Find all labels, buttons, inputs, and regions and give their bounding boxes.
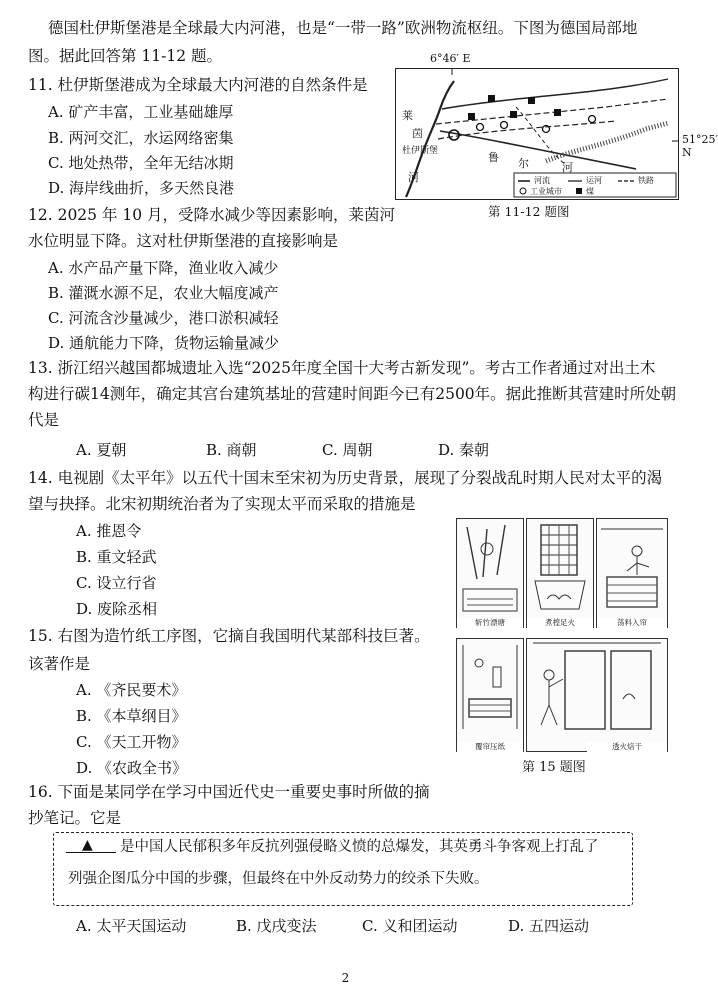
panel-5-caption: 透火焙干 (587, 742, 667, 752)
map-label-he2: 河 (408, 171, 419, 184)
map-lon-label: 6°46′ E (430, 52, 471, 65)
q16-option-b: B. 戊戌变法 (236, 917, 317, 935)
q14-option-c: C. 设立行省 (76, 574, 157, 592)
q11-option-b: B. 两河交汇，水运网络密集 (48, 129, 234, 147)
note-line-1: 是中国人民郁积多年反抗列强侵略义愤的总爆发，其英勇斗争客观上打乱了 (120, 839, 599, 855)
q13-option-c: C. 周朝 (322, 441, 373, 459)
panel-2 (526, 518, 594, 628)
q15-option-c: C. 《天工开物》 (76, 733, 187, 751)
panel-5 (526, 638, 668, 752)
ruhr-river (440, 131, 636, 169)
germany-map (395, 52, 718, 200)
papermaking-figure (456, 518, 668, 754)
panel-2-drawing (527, 519, 593, 617)
map-lat-label: 51°25′ N (682, 133, 718, 159)
coal-1 (488, 95, 495, 102)
q16-option-c: C. 义和团运动 (362, 917, 458, 935)
q12-option-a: A. 水产品产量下降，渔业收入减少 (48, 259, 279, 277)
q14-stem-line-2: 望与抉择。北宋初期统治者为了实现太平而采取的措施是 (28, 495, 416, 513)
panel-5-drawing (527, 639, 667, 739)
note-line-2: 列强企图瓜分中国的步骤，但最终在中外反动势力的绞杀下失败。 (68, 871, 489, 887)
papermaking-caption: 第 15 题图 (522, 760, 586, 775)
q15-stem-line-2: 该著作是 (28, 655, 91, 673)
q12-option-c: C. 河流含沙量减少，港口淤积减轻 (48, 309, 279, 327)
railway-1 (436, 99, 668, 124)
q13-option-b: B. 商朝 (206, 441, 257, 459)
coal-5 (468, 113, 475, 120)
panel-4 (456, 638, 524, 752)
city-duisburg (449, 130, 459, 140)
legend-coal: 煤 (586, 187, 594, 196)
legend-coal-symbol (576, 188, 582, 194)
map-label-duisburg: 杜伊斯堡 (402, 146, 439, 156)
q13-option-a: A. 夏朝 (76, 441, 127, 459)
coal-2 (528, 97, 535, 104)
intro-line-2: 图。据此回答第 11-12 题。 (28, 47, 223, 65)
q14-stem-line-1: 14. 电视剧《太平年》以五代十国末至宋初为历史背景，展现了分裂战乱时期人民对太平的渴 (28, 469, 663, 487)
q13-option-d: D. 秦朝 (438, 441, 490, 459)
q16-option-d: D. 五四运动 (508, 917, 590, 935)
q14-option-a: A. 推恩令 (76, 522, 142, 540)
railway-2 (438, 121, 616, 139)
q13-stem-line-1: 13. 浙江绍兴越国都城遗址入选“2025年度全国十大考古新发现”。考古工作者通过对出土木 (28, 359, 656, 377)
panel-1-caption: 斩竹漂塘 (457, 618, 523, 628)
note-box (53, 832, 633, 906)
coal-3 (554, 109, 561, 116)
city-3 (501, 122, 508, 129)
canal-north (442, 79, 668, 109)
q15-option-b: B. 《本草纲目》 (76, 707, 187, 725)
map-label-lu: 鲁 (488, 151, 499, 164)
panel-1-drawing (457, 519, 523, 617)
q16-option-a: A. 太平天国运动 (76, 917, 187, 935)
q15-option-d: D. 《农政全书》 (76, 759, 188, 777)
q12-stem-line-2: 水位明显下降。这对杜伊斯堡港的直接影响是 (28, 232, 339, 250)
q12-option-b: B. 灌溉水源不足，农业大幅度减产 (48, 284, 279, 302)
q12-stem-line-1: 12. 2025 年 10 月，受降水减少等因素影响，莱茵河 (28, 206, 396, 224)
map-label-lai: 莱 (402, 109, 413, 122)
panel-3 (596, 518, 668, 628)
q16-stem-line-1: 16. 下面是某同学在学习中国近代史一重要史事时所做的摘 (28, 783, 430, 801)
legend-river: 河流 (534, 176, 550, 185)
q13-stem-line-3: 代是 (28, 411, 60, 429)
city-5 (589, 116, 596, 123)
note-blank-mark: ▲ (82, 837, 93, 853)
map-label-he: 河 (562, 161, 573, 174)
q11-option-c: C. 地处热带，全年无结冰期 (48, 154, 234, 172)
q11-option-d: D. 海岸线曲折，多天然良港 (48, 179, 235, 197)
q11-stem: 11. 杜伊斯堡港成为全球最大内河港的自然条件是 (28, 76, 368, 94)
legend-canal: 运河 (586, 176, 602, 185)
city-2 (477, 124, 484, 131)
coal-4 (510, 111, 517, 118)
page-number: 2 (341, 971, 350, 985)
panel-4-caption: 覆帘压纸 (457, 742, 523, 752)
panel-1 (456, 518, 524, 628)
map-label-yin: 茵 (412, 127, 423, 140)
panel-3-caption: 荡料入帘 (597, 618, 667, 628)
q16-stem-line-2: 抄笔记。它是 (28, 809, 122, 827)
q15-stem-line-1: 15. 右图为造竹纸工序图，它摘自我国明代某部科技巨著。 (28, 627, 430, 645)
q11-option-a: A. 矿产丰富，工业基础雄厚 (48, 103, 234, 121)
panel-4-drawing (457, 639, 523, 739)
panel-3-drawing (597, 519, 667, 617)
legend-rail: 铁路 (638, 176, 654, 185)
q14-option-b: B. 重文轻武 (76, 548, 157, 566)
map-caption: 第 11-12 题图 (488, 204, 570, 219)
q13-stem-line-2: 构进行碳14测年，确定其宫台建筑基址的营建时间距今已有2500年。据此推断其营建时所处朝 (28, 385, 677, 403)
intro-line-1: 德国杜伊斯堡港是全球最大内河港，也是“一带一路”欧洲物流枢纽。下图为德国局部地 (48, 19, 638, 37)
q14-option-d: D. 废除丞相 (76, 600, 158, 618)
map-label-er: 尔 (518, 157, 529, 170)
q12-option-d: D. 通航能力下降，货物运输量减少 (48, 334, 280, 352)
panel-2-caption: 煮楻足火 (527, 618, 593, 628)
legend-city: 工业城市 (530, 187, 562, 196)
q15-option-a: A. 《齐民要术》 (76, 681, 187, 699)
